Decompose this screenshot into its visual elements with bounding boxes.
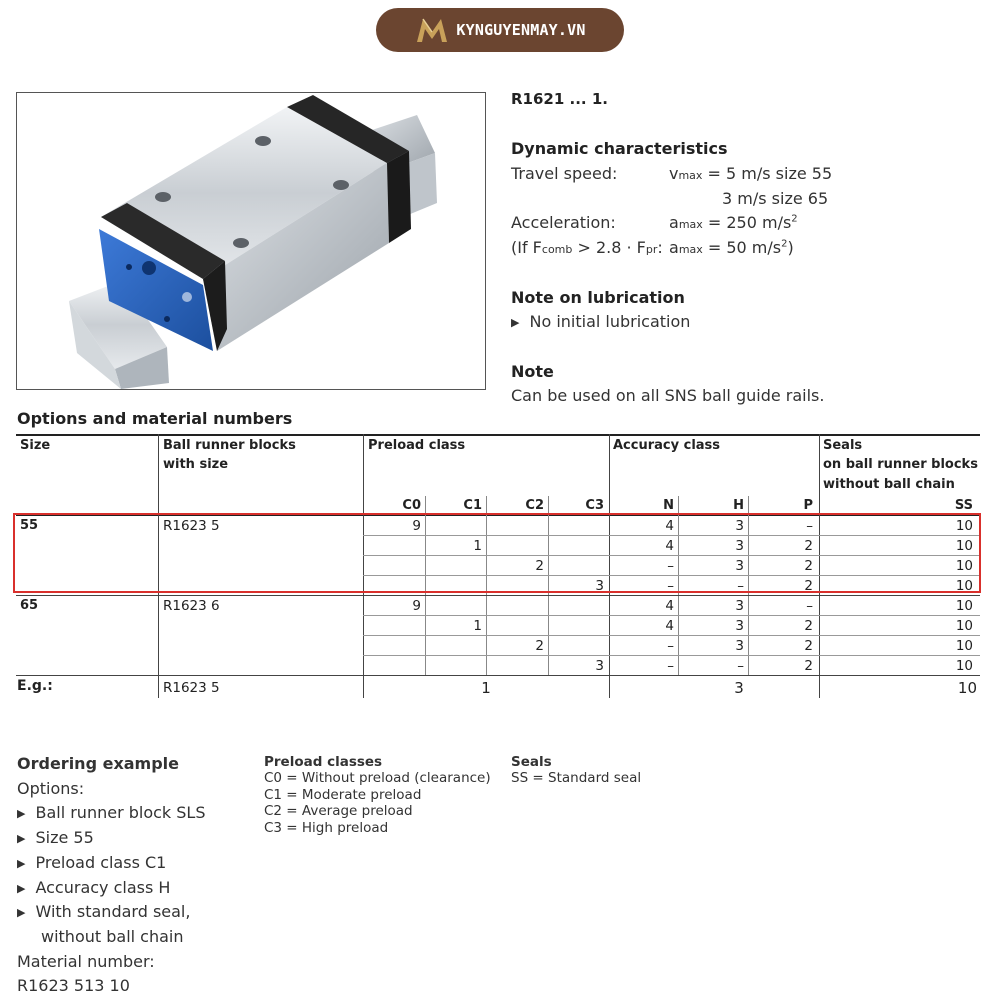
subcolumn-divider — [548, 496, 549, 676]
table-cell: 4 — [665, 538, 674, 554]
table-cell: – — [806, 518, 813, 534]
table-cell: – — [667, 658, 674, 674]
group-rule — [16, 595, 980, 596]
table-cell: 10 — [955, 518, 973, 534]
table-cell: 10 — [955, 658, 973, 674]
subcolumn-divider — [748, 496, 749, 676]
lubrication-heading: Note on lubrication — [511, 288, 685, 307]
table-cell: 2 — [804, 538, 813, 554]
column-divider — [158, 434, 159, 698]
header-size: Size — [20, 438, 51, 453]
table-cell: 4 — [665, 598, 674, 614]
table-cell: 2 — [804, 558, 813, 574]
note-heading: Note — [511, 362, 554, 381]
header-seals-line3: without ball chain — [823, 477, 955, 492]
ordering-heading: Ordering example — [17, 754, 180, 773]
table-cell: 3 — [735, 618, 744, 634]
row-rule — [363, 575, 980, 576]
table-cell: 4 — [665, 518, 674, 534]
table-cell: 2 — [535, 558, 544, 574]
table-cell: 3 — [735, 638, 744, 654]
ordering-item: ▶ Accuracy class H — [17, 876, 170, 903]
subheader-c0: C0 — [402, 498, 421, 513]
table-cell: – — [667, 578, 674, 594]
subcolumn-divider — [678, 496, 679, 676]
ordering-item: ▶ Size 55 — [17, 826, 94, 853]
logo-mark-icon — [414, 16, 450, 44]
preload-legend-item: C1 = Moderate preload — [264, 787, 422, 803]
table-cell: 3 — [595, 578, 604, 594]
row-rule — [363, 555, 980, 556]
row-rule — [363, 535, 980, 536]
preload-legend-item: C2 = Average preload — [264, 803, 413, 819]
example-accuracy: 3 — [734, 679, 744, 697]
material-number-label: Material number: — [17, 952, 155, 971]
table-cell: 4 — [665, 618, 674, 634]
table-cell: – — [667, 638, 674, 654]
product-image — [16, 92, 486, 390]
row-rule — [363, 635, 980, 636]
acceleration-label: Acceleration: — [511, 213, 616, 232]
column-divider — [819, 434, 820, 698]
ordering-item: ▶ Ball runner block SLS — [17, 801, 206, 828]
highlight-size-55 — [13, 513, 981, 593]
table-cell: 9 — [412, 518, 421, 534]
example-seals: 10 — [957, 679, 977, 697]
header-blocks-line2: with size — [163, 457, 229, 472]
table-cell: 3 — [735, 518, 744, 534]
subheader-n: N — [663, 498, 674, 513]
table-cell: 3 — [735, 538, 744, 554]
header-accuracy: Accuracy class — [613, 438, 721, 453]
header-seals-line1: Seals — [823, 438, 863, 453]
example-block: R1623 5 — [163, 680, 220, 696]
preload-legend-item: C0 = Without preload (clearance) — [264, 770, 491, 786]
column-divider — [363, 434, 364, 698]
table-cell: 10 — [955, 618, 973, 634]
subcolumn-divider — [425, 496, 426, 676]
subheader-c3: C3 — [585, 498, 604, 513]
ordering-item: ▶ Preload class C1 — [17, 851, 166, 878]
table-cell: 10 — [955, 638, 973, 654]
ordering-item: ▶ With standard seal, — [17, 900, 190, 927]
table-cell: 10 — [955, 598, 973, 614]
table-cell: 10 — [955, 578, 973, 594]
subheader-h: H — [733, 498, 744, 513]
ball-runner-block-illustration — [17, 93, 485, 389]
table-cell: 10 — [955, 558, 973, 574]
product-title: R1621 ... 1. — [511, 90, 608, 108]
preload-legend-heading: Preload classes — [264, 754, 383, 770]
site-logo[interactable] — [376, 8, 624, 52]
group-rule — [16, 675, 980, 676]
table-cell: 1 — [473, 618, 482, 634]
table-cell: 3 — [735, 558, 744, 574]
table-cell: 1 — [473, 538, 482, 554]
table-cell: 2 — [804, 658, 813, 674]
block-cell: R1623 6 — [163, 598, 220, 614]
lubrication-item: ▶ No initial lubrication — [511, 312, 690, 331]
seals-legend-heading: Seals — [511, 754, 552, 770]
table-cell: 2 — [804, 618, 813, 634]
table-cell: 2 — [804, 578, 813, 594]
subcolumn-divider — [486, 496, 487, 676]
travel-speed-label: Travel speed: — [511, 164, 618, 183]
acceleration-condition-value: amax = 50 $m/s^2$) — [669, 238, 794, 257]
size-cell: 55 — [20, 518, 39, 533]
header-seals-line2: on ball runner blocks — [823, 457, 978, 472]
header-preload: Preload class — [368, 438, 466, 453]
ordering-item-continuation: without ball chain — [41, 927, 184, 946]
travel-speed-value-65: 3 m/s size 65 — [722, 189, 829, 208]
subheader-ss: SS — [954, 498, 973, 513]
dynamic-heading: Dynamic characteristics — [511, 139, 728, 158]
seals-legend-item: SS = Standard seal — [511, 770, 642, 786]
subheader-c1: C1 — [463, 498, 482, 513]
subheader-p: P — [803, 498, 813, 513]
options-section-title: Options and material numbers — [17, 409, 293, 428]
row-rule — [363, 655, 980, 656]
row-rule — [363, 615, 980, 616]
table-cell: 3 — [595, 658, 604, 674]
acceleration-condition: (If Fcomb > 2.8 · Fpr: — [511, 238, 663, 257]
travel-speed-value: vmax = 5 m/s size 55 — [669, 164, 833, 183]
table-cell: – — [806, 598, 813, 614]
table-cell: 3 — [735, 598, 744, 614]
subheader-c2: C2 — [525, 498, 544, 513]
material-number: R1623 513 10 — [17, 976, 130, 995]
header-blocks-line1: Ball runner blocks — [163, 438, 296, 453]
example-preload: 1 — [481, 679, 491, 697]
table-top-rule — [16, 434, 980, 436]
preload-legend-item: C3 = High preload — [264, 820, 389, 836]
table-cell: – — [737, 578, 744, 594]
size-cell: 65 — [20, 598, 39, 613]
table-cell: – — [667, 558, 674, 574]
logo-text: KYNGUYENMAY.VN — [456, 21, 586, 39]
table-cell: – — [737, 658, 744, 674]
table-cell: 2 — [535, 638, 544, 654]
ordering-options-label: Options: — [17, 779, 85, 798]
table-cell: 2 — [804, 638, 813, 654]
note-text: Can be used on all SNS ball guide rails. — [511, 386, 825, 405]
block-cell: R1623 5 — [163, 518, 220, 534]
table-cell: 10 — [955, 538, 973, 554]
table-cell: 9 — [412, 598, 421, 614]
acceleration-value: amax = 250 $m/s^2$ — [669, 213, 798, 232]
column-divider — [609, 434, 610, 698]
example-label: E.g.: — [17, 678, 53, 694]
header-bottom-rule — [16, 514, 980, 516]
